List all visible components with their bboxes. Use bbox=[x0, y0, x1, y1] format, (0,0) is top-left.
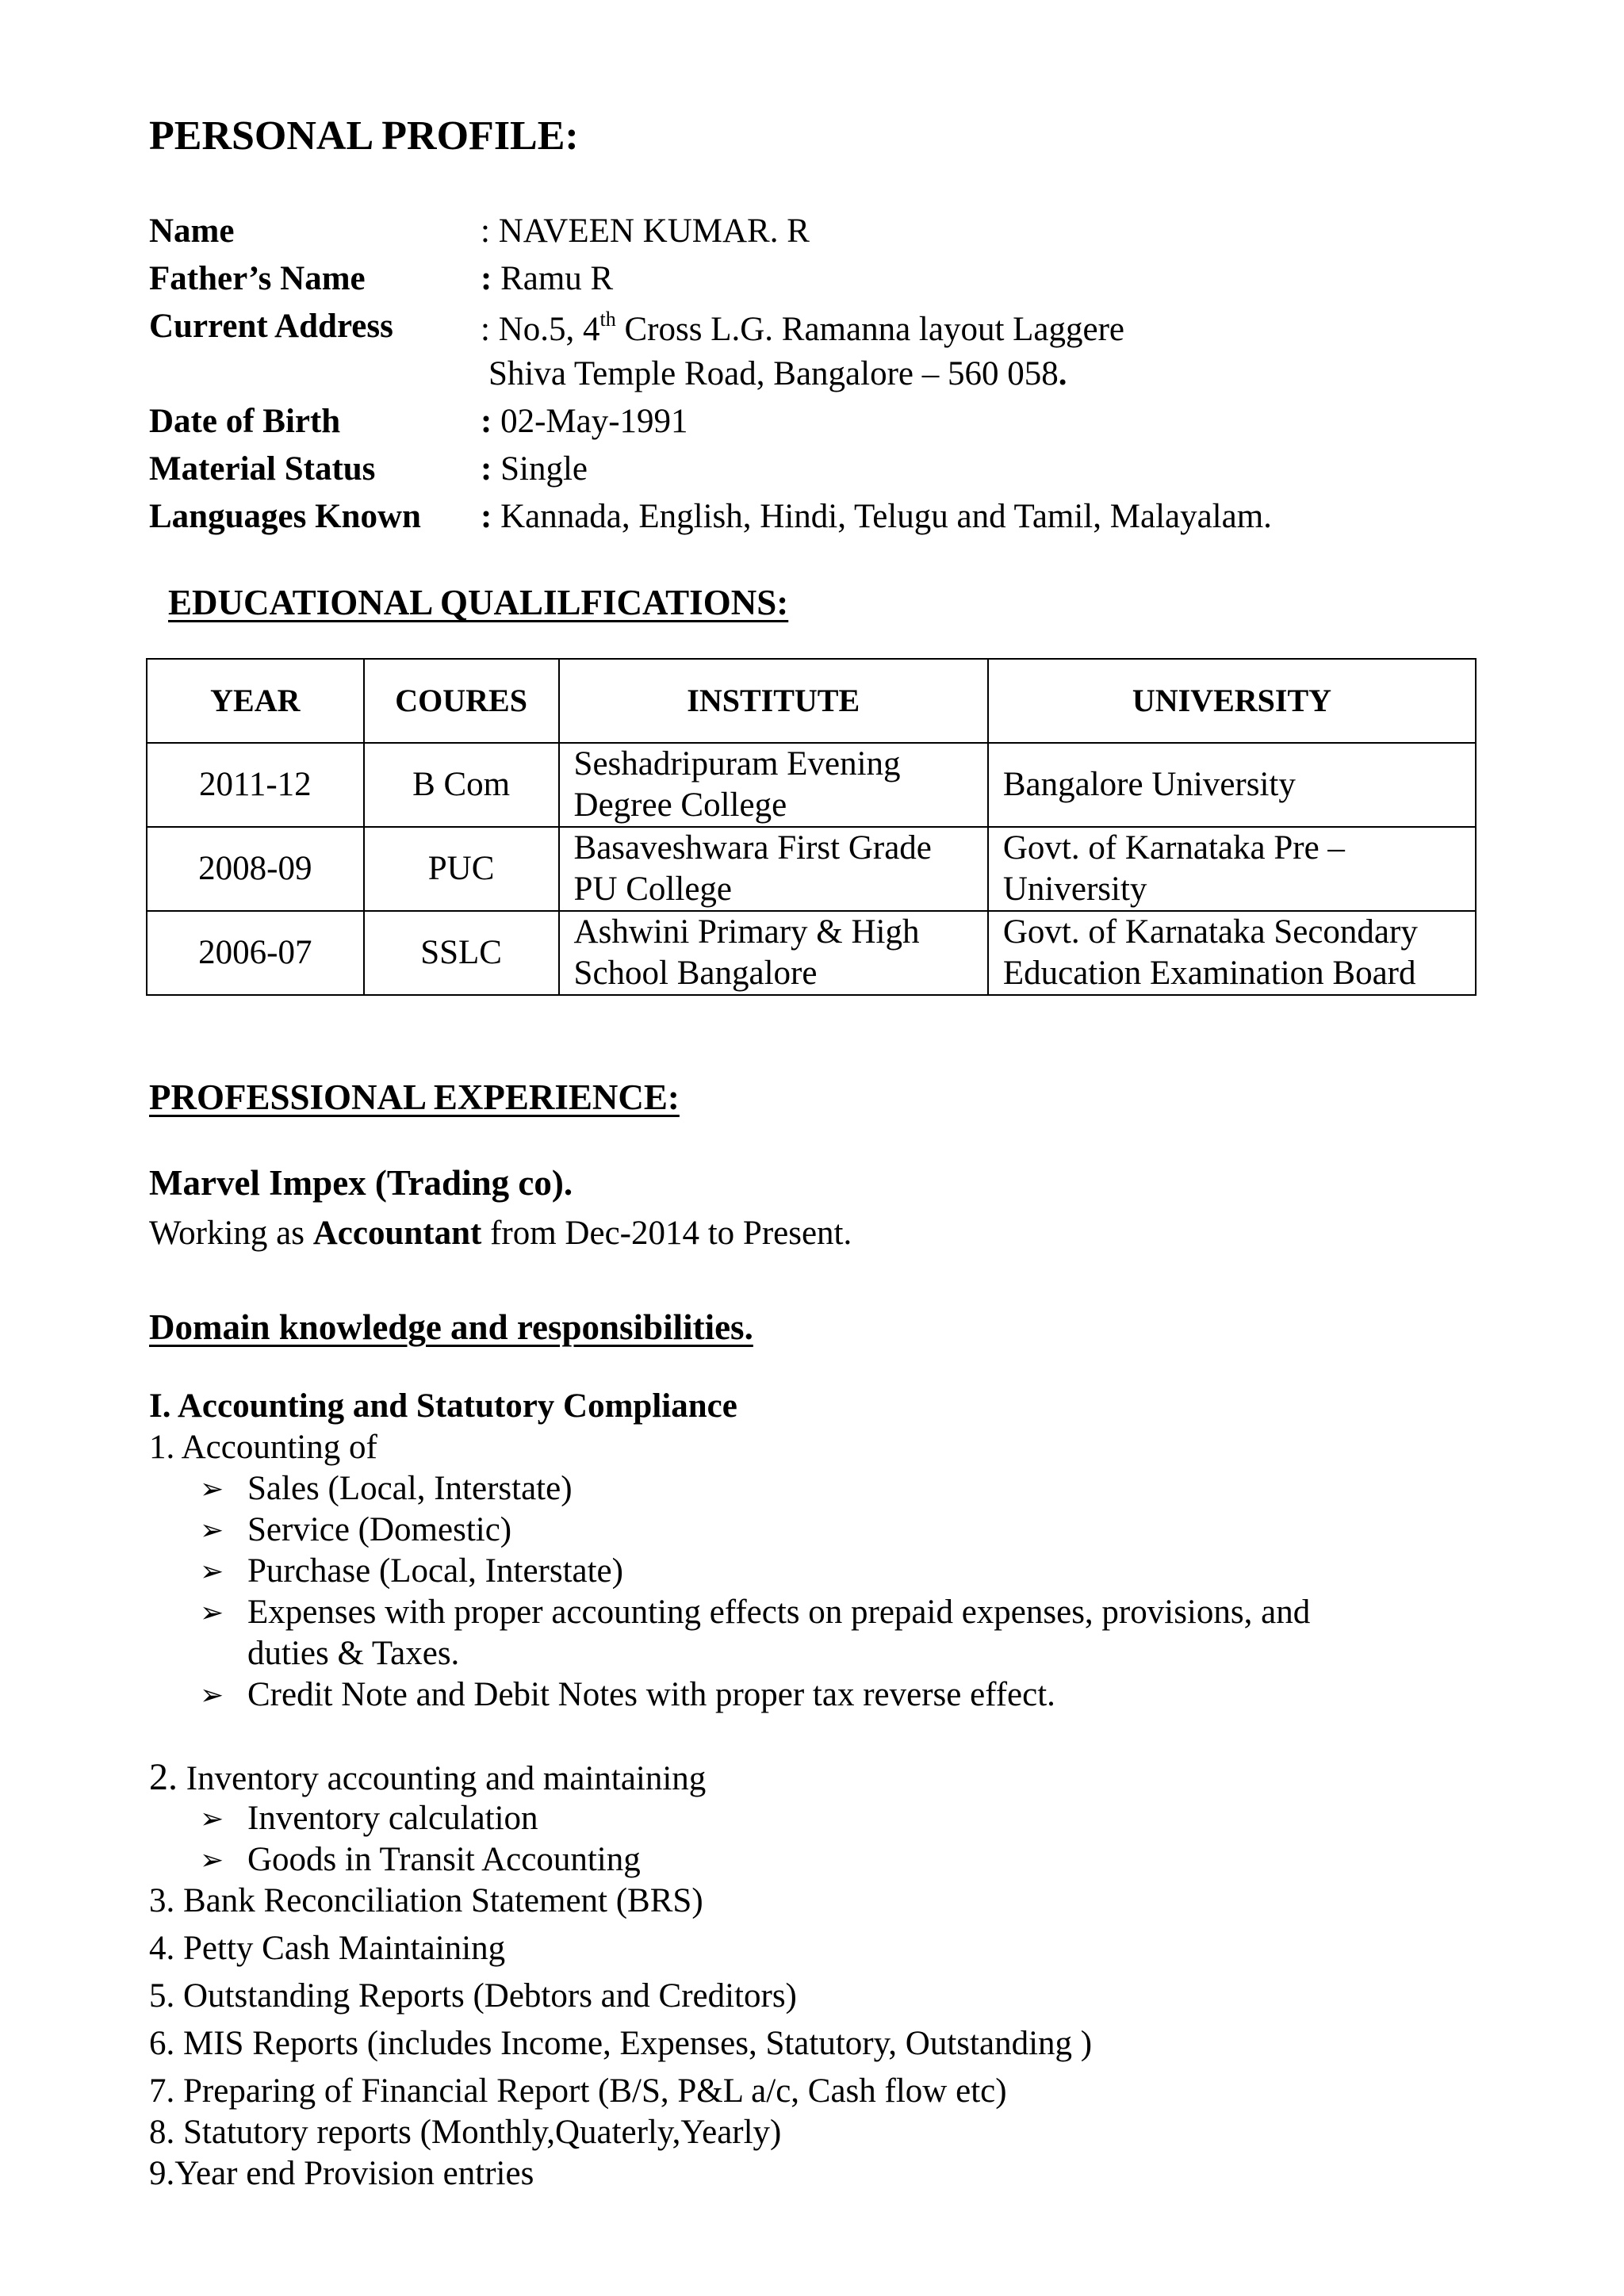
list-item: 4. Petty Cash Maintaining bbox=[149, 1930, 506, 1967]
working-post: from Dec-2014 to Present. bbox=[481, 1215, 852, 1252]
profile-value-status bbox=[481, 452, 588, 486]
address-line2-end: . bbox=[1058, 355, 1067, 392]
address-post: Cross L.G. Ramanna layout Laggere bbox=[615, 311, 1124, 348]
bullet-item: Purchase (Local, Interstate) bbox=[247, 1552, 623, 1590]
address-pre: No.5, 4 bbox=[489, 311, 600, 348]
table-header-row bbox=[147, 659, 1476, 743]
profile-label-address: Current Address bbox=[149, 308, 393, 345]
father-value: Ramu R bbox=[492, 260, 614, 297]
cell-institute: Basaveshwara First Grade PU College bbox=[559, 827, 988, 911]
domain-heading: Domain knowledge and responsibilities. bbox=[149, 1307, 753, 1347]
cell-university: Govt. of Karnataka Pre – University bbox=[988, 827, 1476, 911]
list-item: 7. Preparing of Financial Report (B/S, P&L a/c, Cash flow etc) bbox=[149, 2072, 1007, 2110]
profile-value-address bbox=[481, 309, 1124, 346]
bullet-item: Expenses with proper accounting effects on prepaid expenses, provisions, and bbox=[247, 1594, 1311, 1631]
working-pre: Working as bbox=[149, 1215, 313, 1252]
address-line2: Shiva Temple Road, Bangalore – 560 058 bbox=[488, 355, 1059, 392]
profile-value-dob bbox=[481, 404, 688, 438]
cell-year: 2006-07 bbox=[147, 911, 364, 995]
bullet-item: Goods in Transit Accounting bbox=[247, 1841, 641, 1878]
arrow-bullet-icon: ➢ bbox=[200, 1679, 224, 1711]
working-role: Accountant bbox=[312, 1215, 482, 1252]
status-value: Single bbox=[492, 450, 588, 488]
arrow-bullet-icon: ➢ bbox=[200, 1556, 224, 1587]
arrow-bullet-icon: ➢ bbox=[200, 1514, 224, 1546]
column-header-year: YEAR bbox=[147, 659, 364, 743]
address-sup: th bbox=[599, 308, 616, 331]
bullet-item: Credit Note and Debit Notes with proper tax reverse effect. bbox=[247, 1676, 1055, 1713]
colon: : bbox=[481, 403, 492, 440]
cell-institute: Ashwini Primary & High School Bangalore bbox=[559, 911, 988, 995]
bullet-item: Sales (Local, Interstate) bbox=[247, 1470, 573, 1507]
profile-value-languages bbox=[481, 499, 1272, 534]
cell-university: Bangalore University bbox=[988, 743, 1476, 827]
page-title: PERSONAL PROFILE: bbox=[149, 113, 579, 159]
education-table bbox=[146, 658, 1477, 996]
profile-label-name: Name bbox=[149, 212, 235, 250]
profile-value-name bbox=[481, 214, 810, 248]
item2-number: 2. bbox=[149, 1756, 178, 1798]
education-heading: EDUCATIONAL QUALILFICATIONS: bbox=[168, 583, 789, 622]
dob-value: 02-May-1991 bbox=[492, 403, 688, 440]
bullet-item: Inventory calculation bbox=[247, 1800, 538, 1837]
cell-institute: Seshadripuram Evening Degree College bbox=[559, 743, 988, 827]
column-header-university: UNIVERSITY bbox=[988, 659, 1476, 743]
list-item: 8. Statutory reports (Monthly,Quaterly,Yearly) bbox=[149, 2114, 782, 2151]
profile-value-address-line2 bbox=[488, 357, 1067, 391]
column-header-institute: INSTITUTE bbox=[559, 659, 988, 743]
list-item: 3. Bank Reconciliation Statement (BRS) bbox=[149, 1882, 703, 1919]
profile-label-dob: Date of Birth bbox=[149, 403, 341, 440]
list-item: 5. Outstanding Reports (Debtors and Creditors) bbox=[149, 1977, 797, 2015]
table-row bbox=[147, 827, 1476, 911]
profile-label-father: Father’s Name bbox=[149, 260, 366, 297]
bullet-item-continued: duties & Taxes. bbox=[247, 1635, 460, 1672]
list-item: 9.Year end Provision entries bbox=[149, 2155, 534, 2192]
item2-text: Inventory accounting and maintaining bbox=[178, 1760, 707, 1797]
cell-year: 2008-09 bbox=[147, 827, 364, 911]
cell-university: Govt. of Karnataka Secondary Education Examination Board bbox=[988, 911, 1476, 995]
column-header-course: COURES bbox=[364, 659, 559, 743]
table-row bbox=[147, 911, 1476, 995]
table-row bbox=[147, 743, 1476, 827]
arrow-bullet-icon: ➢ bbox=[200, 1473, 224, 1505]
cell-course: B Com bbox=[364, 743, 559, 827]
arrow-bullet-icon: ➢ bbox=[200, 1597, 224, 1628]
profile-label-languages: Languages Known bbox=[149, 498, 421, 535]
profile-label-status: Material Status bbox=[149, 450, 376, 488]
colon: : bbox=[481, 212, 490, 250]
list-item: 6. MIS Reports (includes Income, Expenses, Statutory, Outstanding ) bbox=[149, 2025, 1093, 2062]
name-value: NAVEEN KUMAR. R bbox=[489, 212, 810, 250]
list-item bbox=[149, 1758, 706, 1797]
colon: : bbox=[481, 498, 492, 535]
bullet-item: Service (Domestic) bbox=[247, 1511, 512, 1548]
colon: : bbox=[481, 260, 492, 297]
section-title: I. Accounting and Statutory Compliance bbox=[149, 1387, 737, 1425]
experience-heading: PROFESSIONAL EXPERIENCE: bbox=[149, 1077, 680, 1117]
list-item: 1. Accounting of bbox=[149, 1429, 377, 1466]
colon: : bbox=[481, 311, 490, 348]
arrow-bullet-icon: ➢ bbox=[200, 1844, 224, 1876]
arrow-bullet-icon: ➢ bbox=[200, 1803, 224, 1835]
profile-value-father bbox=[481, 262, 613, 296]
cell-course: PUC bbox=[364, 827, 559, 911]
working-line bbox=[149, 1216, 852, 1250]
company-name: Marvel Impex (Trading co). bbox=[149, 1163, 573, 1203]
colon: : bbox=[481, 450, 492, 488]
cell-course: SSLC bbox=[364, 911, 559, 995]
languages-value: Kannada, English, Hindi, Telugu and Tamil, Malayalam. bbox=[492, 498, 1272, 535]
cell-year: 2011-12 bbox=[147, 743, 364, 827]
